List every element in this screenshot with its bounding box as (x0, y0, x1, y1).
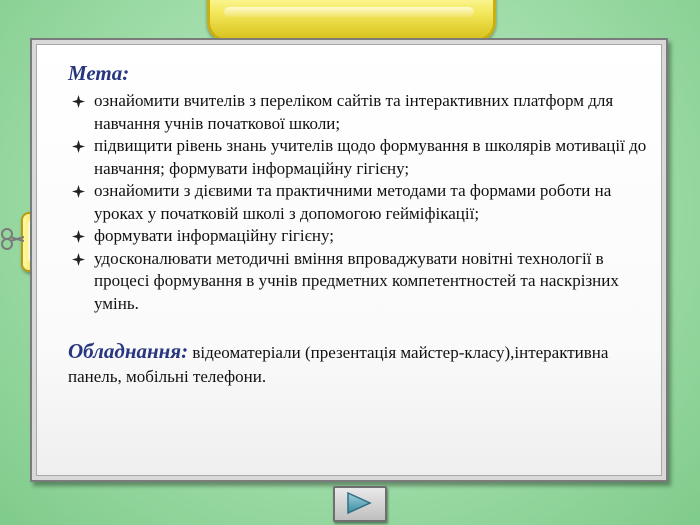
play-right-arrow-icon (346, 492, 372, 514)
diamond-bullet-icon (72, 230, 85, 243)
content-card (30, 38, 668, 482)
top-tab-decoration (207, 0, 496, 42)
card-content (68, 60, 658, 389)
equipment-paragraph (68, 339, 658, 389)
goal-item (68, 225, 658, 248)
goal-item-text: ознайомити вчителів з переліком сайтів та інтерактивних платформ для навчання учнів початкової школи; (94, 91, 614, 133)
goal-item-text: формувати інформаційну гігієну; (94, 226, 335, 245)
equipment-heading: Обладнання: (68, 339, 189, 363)
equipment-text: відеоматеріали (презентація майстер-класу),інтерактивна панель, мобільні телефони. (68, 343, 609, 386)
goal-list (68, 90, 658, 315)
diamond-bullet-icon (72, 95, 85, 108)
goal-item (68, 90, 658, 135)
goal-item-text: ознайомити з дієвими та практичними методами та формами роботи на уроках у початковій школі з допомогою гейміфікації; (94, 181, 612, 223)
paper-clip-icon (0, 226, 24, 252)
goal-item-text: удосконалювати методичні вміння впроваджувати новітні технології в процесі формування в учнів предметних компетентностей та наскрізних умінь. (94, 248, 619, 313)
next-slide-button[interactable] (333, 486, 387, 522)
goal-item (68, 180, 658, 225)
goal-item (68, 135, 658, 180)
diamond-bullet-icon (72, 185, 85, 198)
diamond-bullet-icon (72, 140, 85, 153)
goal-item (68, 248, 658, 316)
top-tab-highlight (224, 7, 474, 17)
goal-heading: Мета: (68, 61, 130, 85)
goal-item-text: підвищити рівень знань учителів щодо формування в школярів мотивації до навчання; формувати інформаційну гігієну; (94, 136, 647, 178)
diamond-bullet-icon (72, 253, 85, 266)
